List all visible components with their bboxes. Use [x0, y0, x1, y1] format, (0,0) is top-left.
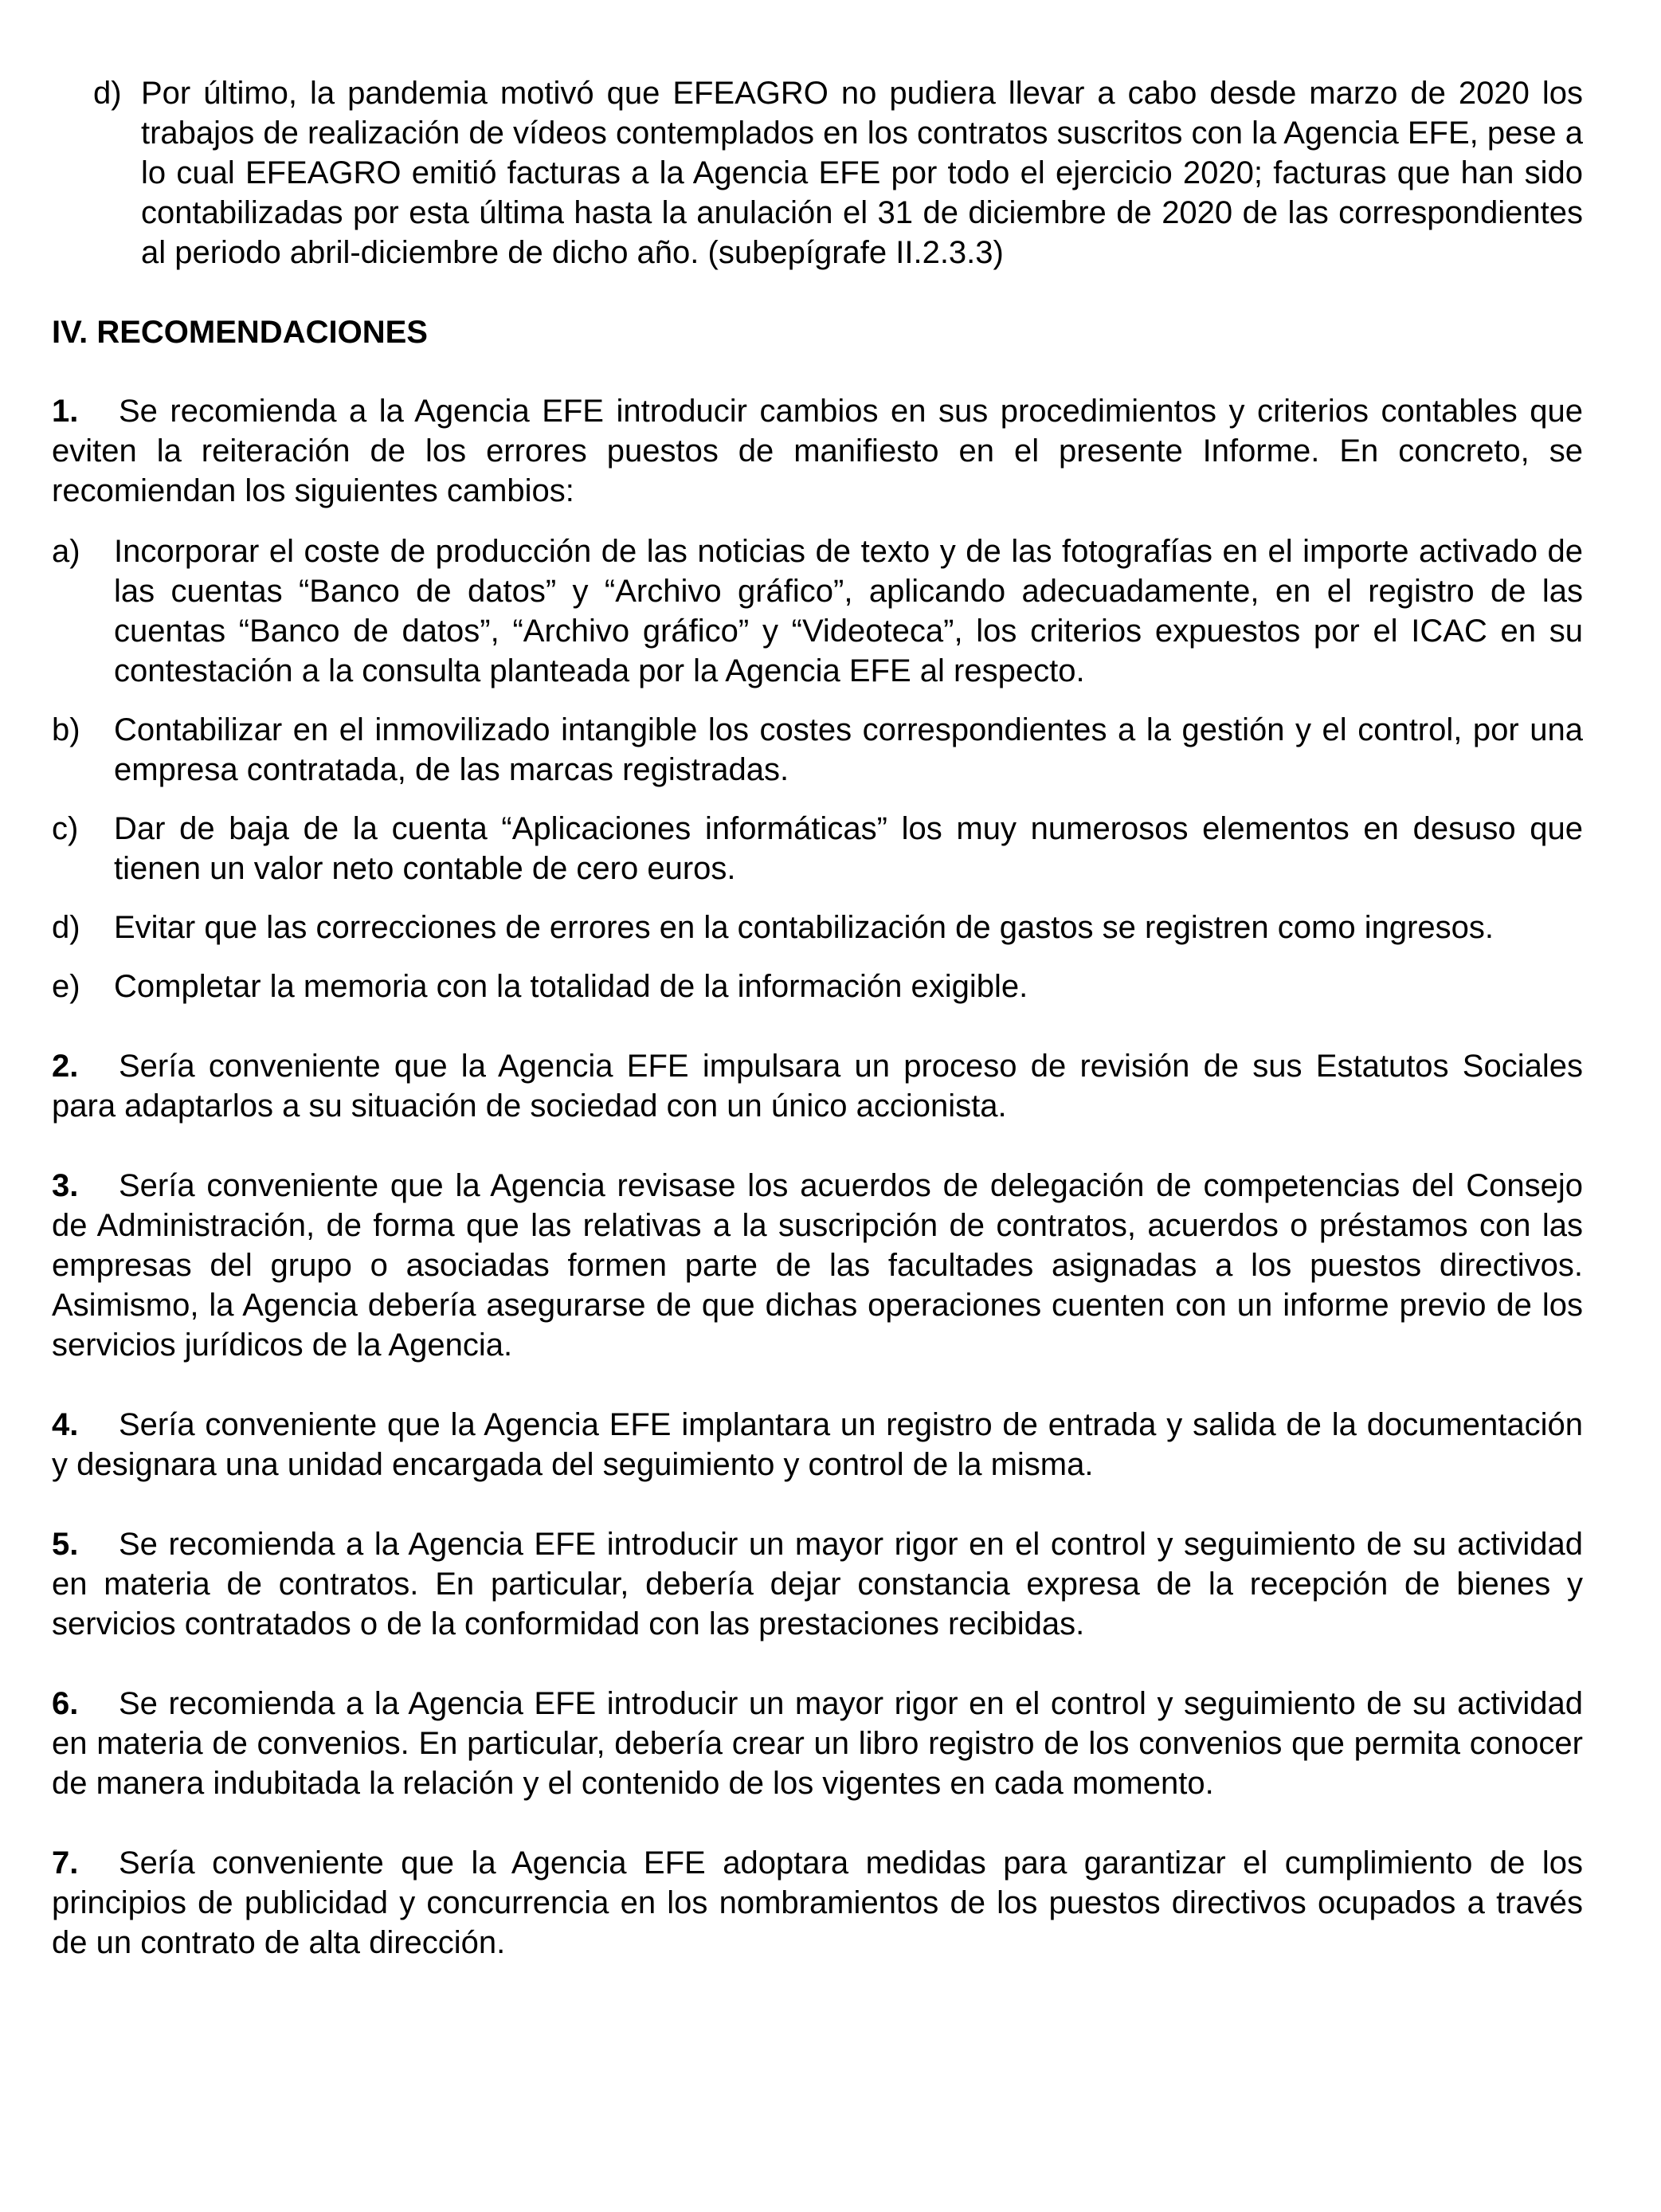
recommendation-number: 3.: [52, 1168, 79, 1203]
recommendation-number: 6.: [52, 1686, 79, 1721]
subitem-text: Contabilizar en el inmovilizado intangible los costes correspondientes a la gestión y el control, por una empresa contratada, de las marcas registradas.: [114, 712, 1583, 787]
subitem-label: b): [52, 712, 80, 747]
recommendation-6: [52, 1684, 1583, 1803]
subitem-label: d): [52, 910, 80, 945]
subitem-a: [52, 531, 1583, 691]
recommendation-2: [52, 1046, 1583, 1126]
subitem-label: a): [52, 534, 80, 569]
intro-item-d: [52, 73, 1583, 273]
section-heading: IV. RECOMENDACIONES: [52, 315, 428, 350]
recommendation-5: [52, 1524, 1583, 1644]
recommendation-number: 2.: [52, 1049, 79, 1084]
document-page: [52, 73, 1583, 1963]
recommendation-text: Se recomienda a la Agencia EFE introducir un mayor rigor en el control y seguimiento de su actividad en materia de contratos. En particular, debería dejar constancia expresa de la recepción de bienes y servicios contratados o de la conformidad con las prestaciones recibidas.: [52, 1527, 1583, 1641]
recommendation-number: 1.: [52, 394, 79, 429]
recommendation-text: Sería conveniente que la Agencia revisase los acuerdos de delegación de competencias del Consejo de Administración, de forma que las relativas a la suscripción de contratos, acuerdos o préstamos con las empresas del grupo o asociadas formen parte de las facultades asignadas a los puestos directivos. Asimismo, la Agencia debería asegurarse de que dichas operaciones cuenten con un informe previo de los servicios jurídicos de la Agencia.: [52, 1168, 1583, 1363]
subitem-c: [52, 809, 1583, 888]
recommendation-number: 7.: [52, 1845, 79, 1881]
subitem-text: Completar la memoria con la totalidad de la información exigible.: [114, 969, 1028, 1004]
subitem-text: Incorporar el coste de producción de las noticias de texto y de las fotografías en el importe activado de las cuentas “Banco de datos” y “Archivo gráfico”, aplicando adecuadamente, en el registro de las cuentas “Banco de datos”, “Archivo gráfico” y “Videoteca”, los criterios expuestos por el ICAC en su contestación a la consulta planteada por la Agencia EFE al respecto.: [114, 534, 1583, 688]
subitem-d: [52, 908, 1583, 947]
intro-item-text: Por último, la pandemia motivó que EFEAGRO no pudiera llevar a cabo desde marzo de 2020 los trabajos de realización de vídeos contemplados en los contratos suscritos con la Agencia EFE, pese a lo cual EFEAGRO emitió facturas a la Agencia EFE por todo el ejercicio 2020; facturas que han sido contabilizadas por esta última hasta la anulación el 31 de diciembre de 2020 de las correspondientes al periodo abril-diciembre de dicho año. (subepígrafe II.2.3.3): [141, 76, 1583, 270]
recommendation-text: Sería conveniente que la Agencia EFE implantara un registro de entrada y salida de la documentación y designara una unidad encargada del seguimiento y control de la misma.: [52, 1407, 1583, 1482]
subitem-e: [52, 967, 1583, 1006]
recommendation-7: [52, 1843, 1583, 1963]
recommendation-4: [52, 1405, 1583, 1484]
recommendation-text: Sería conveniente que la Agencia EFE adoptara medidas para garantizar el cumplimiento de los principios de publicidad y concurrencia en los nombramientos de los puestos directivos ocupados a través de un contrato de alta dirección.: [52, 1845, 1583, 1960]
recommendation-number: 4.: [52, 1407, 79, 1442]
subitem-text: Dar de baja de la cuenta “Aplicaciones informáticas” los muy numerosos elementos en desuso que tienen un valor neto contable de cero euros.: [114, 811, 1583, 886]
recommendation-text: Sería conveniente que la Agencia EFE impulsara un proceso de revisión de sus Estatutos Sociales para adaptarlos a su situación de sociedad con un único accionista.: [52, 1049, 1583, 1124]
subitem-label: e): [52, 969, 80, 1004]
intro-item-label: d): [93, 76, 122, 111]
subitem-text: Evitar que las correcciones de errores en la contabilización de gastos se registren como ingresos.: [114, 910, 1494, 945]
subitem-b: [52, 710, 1583, 790]
subitem-label: c): [52, 811, 79, 846]
recommendation-text: Se recomienda a la Agencia EFE introducir un mayor rigor en el control y seguimiento de su actividad en materia de convenios. En particular, debería crear un libro registro de los convenios que permita conocer de manera indubitada la relación y el contenido de los vigentes en cada momento.: [52, 1686, 1583, 1801]
recommendation-1: [52, 391, 1583, 511]
recommendation-3: [52, 1166, 1583, 1365]
recommendation-number: 5.: [52, 1527, 79, 1562]
recommendation-text: Se recomienda a la Agencia EFE introducir cambios en sus procedimientos y criterios contables que eviten la reiteración de los errores puestos de manifiesto en el presente Informe. En concreto, se recomiendan los siguientes cambios:: [52, 394, 1583, 508]
